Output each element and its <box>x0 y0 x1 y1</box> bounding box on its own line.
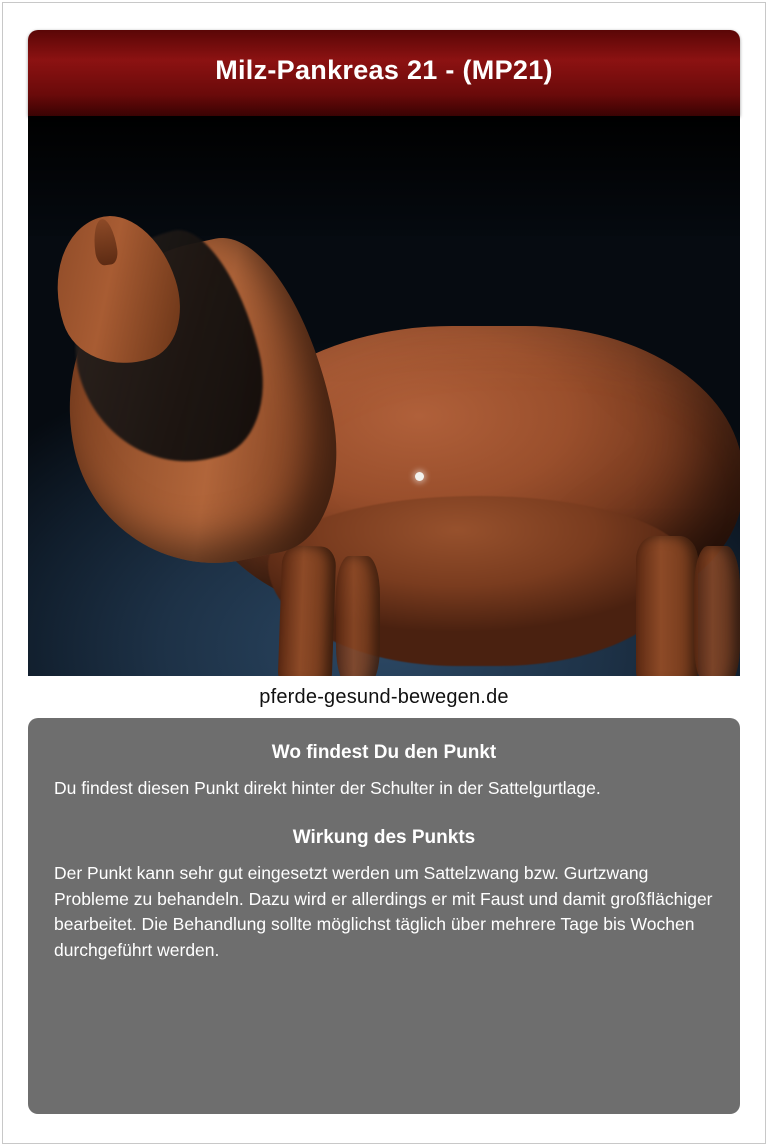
heading-effect: Wirkung des Punkts <box>292 827 476 849</box>
image-caption <box>28 676 740 718</box>
horse-front-leg <box>278 545 337 676</box>
heading-location: Wo findest Du den Punkt <box>271 742 497 763</box>
caption-text: pferde-gesund-bewegen.de <box>259 685 509 708</box>
horse-hind-leg <box>636 536 698 676</box>
content-card <box>28 30 740 1120</box>
info-panel <box>28 718 740 1114</box>
acupressure-point-marker-icon <box>415 472 424 481</box>
horse-illustration <box>28 116 740 676</box>
page-title: Milz-Pankreas 21 - (MP21) <box>215 54 553 85</box>
text-effect: Der Punkt kann sehr gut eingesetzt werden um Sattelzwang bzw. Gurtzwang Probleme zu behandeln. Dazu wird er allerdings er mit Faust und damit großflächiger bearbeitet. Die Behandlung sollte möglichst täglich über mehrere Tage bis Wochen durchgeführt werden. <box>54 863 713 960</box>
text-location: Du findest diesen Punkt direkt hinter der Schulter in der Sattelgurtlage. <box>54 778 601 798</box>
horse-hind-leg-far <box>694 546 740 676</box>
title-bar <box>28 30 740 116</box>
horse-front-leg-far <box>336 556 380 676</box>
